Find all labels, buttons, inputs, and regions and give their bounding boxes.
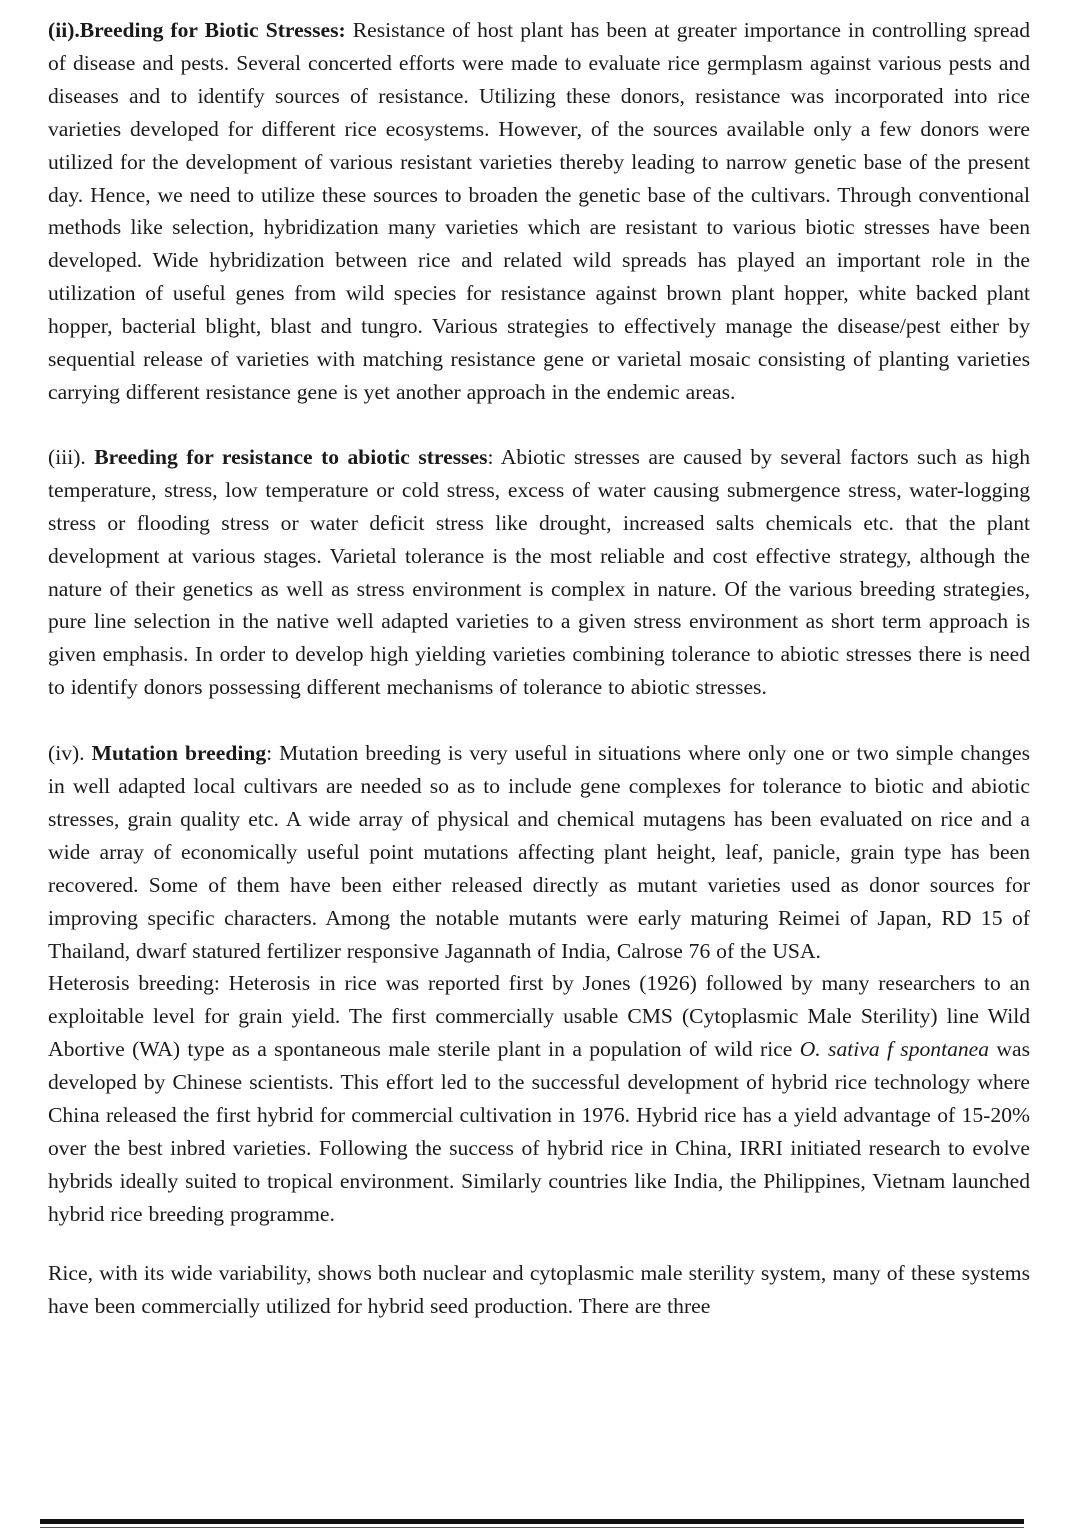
- abiotic-stress-heading: Breeding for resistance to abiotic stresses: [94, 444, 488, 469]
- abiotic-stress-body: : Abiotic stresses are caused by several factors such as high temperature, stress, low temperature or cold stress, excess of water causing submergence stress, water-logging stress or flooding stress or water deficit stress like drought, increased salts chemicals etc. that the plant development at various stages. Varietal tolerance is the most reliable and cost effective strategy, although the nature of their genetics as well as stress environment is complex in nature. Of the various breeding strategies, pure line selection in the native well adapted varieties to a given stress environment as short term approach is given emphasis. In order to develop high yielding varieties combining tolerance to abiotic stresses there is need to identify donors possessing different mechanisms of tolerance to abiotic stresses.: [48, 444, 1030, 700]
- mutation-breeding-body: : Mutation breeding is very useful in situations where only one or two simple changes in well adapted local cultivars are needed so as to include gene complexes for tolerance to biotic and abiotic stresses, grain quality etc. A wide array of physical and chemical mutagens has been evaluated on rice and a wide array of economically useful point mutations affecting plant height, leaf, panicle, grain type has been recovered. Some of them have been either released directly as mutant varieties used as donor sources for improving specific characters. Among the notable mutants were early maturing Reimei of Japan, RD 15 of Thailand, dwarf statured fertilizer responsive Jagannath of India, Calrose 76 of the USA.: [48, 741, 1030, 963]
- footer-rule-thin: [40, 1527, 1024, 1528]
- heterosis-breeding-paragraph: [48, 967, 1030, 1230]
- heterosis-body-before: Heterosis breeding: Heterosis in rice was reported first by Jones (1926) followed by many researchers to an exploitable level for grain yield. The first commercially usable CMS (Cytoplasmic Male Sterility) line Wild Abortive (WA) type as a spontaneous male sterile plant in a population of wild rice: [48, 971, 1030, 1062]
- heterosis-body-after: was developed by Chinese scientists. This effort led to the successful development of hybrid rice technology where China released the first hybrid for commercial cultivation in 1976. Hybrid rice has a yield advantage of 15-20% over the best inbred varieties. Following the success of hybrid rice in China, IRRI initiated research to evolve hybrids ideally suited to tropical environment. Similarly countries like India, the Philippines, Vietnam launched hybrid rice breeding programme.: [48, 1037, 1030, 1226]
- biotic-stress-body: Resistance of host plant has been at greater importance in controlling spread of disease and pests. Several concerted efforts were made to evaluate rice germplasm against various pests and diseases and to identify sources of resistance. Utilizing these donors, resistance was incorporated into rice varieties developed for different rice ecosystems. However, of the sources available only a few donors were utilized for the development of various resistant varieties thereby leading to narrow genetic base of the present day. Hence, we need to utilize these sources to broaden the genetic base of the cultivars. Through conventional methods like selection, hybridization many varieties which are resistant to various biotic stresses have been developed. Wide hybridization between rice and related wild spreads has played an important role in the utilization of useful genes from wild species for resistance against brown plant hopper, white backed plant hopper, bacterial blight, blast and tungro. Various strategies to effectively manage the disease/pest either by sequential release of varieties with matching resistance gene or varietal mosaic consisting of planting varieties carrying different resistance gene is yet another approach in the endemic areas.: [48, 18, 1030, 404]
- paragraph-spacer: [48, 409, 1030, 441]
- abiotic-stress-prefix: (iii).: [48, 444, 95, 469]
- male-sterility-paragraph: [48, 1257, 1030, 1323]
- male-sterility-body: Rice, with its wide variability, shows both nuclear and cytoplasmic male sterility system, many of these systems have been commercially utilized for hybrid seed production. There are three: [48, 1260, 1030, 1318]
- footer-rule: [40, 1519, 1024, 1524]
- mutation-breeding-paragraph: [48, 737, 1030, 967]
- mutation-breeding-prefix: (iv).: [48, 741, 92, 766]
- abiotic-stress-paragraph: [48, 441, 1030, 704]
- biotic-stress-paragraph: [48, 14, 1030, 409]
- mutation-breeding-heading: Mutation breeding: [91, 741, 267, 766]
- species-name: O. sativa f spontanea: [799, 1037, 990, 1062]
- biotic-stress-heading: (ii).Breeding for Biotic Stresses:: [48, 18, 346, 42]
- paragraph-spacer: [48, 1231, 1030, 1257]
- paragraph-spacer: [48, 704, 1030, 737]
- document-page: [48, 14, 1030, 1323]
